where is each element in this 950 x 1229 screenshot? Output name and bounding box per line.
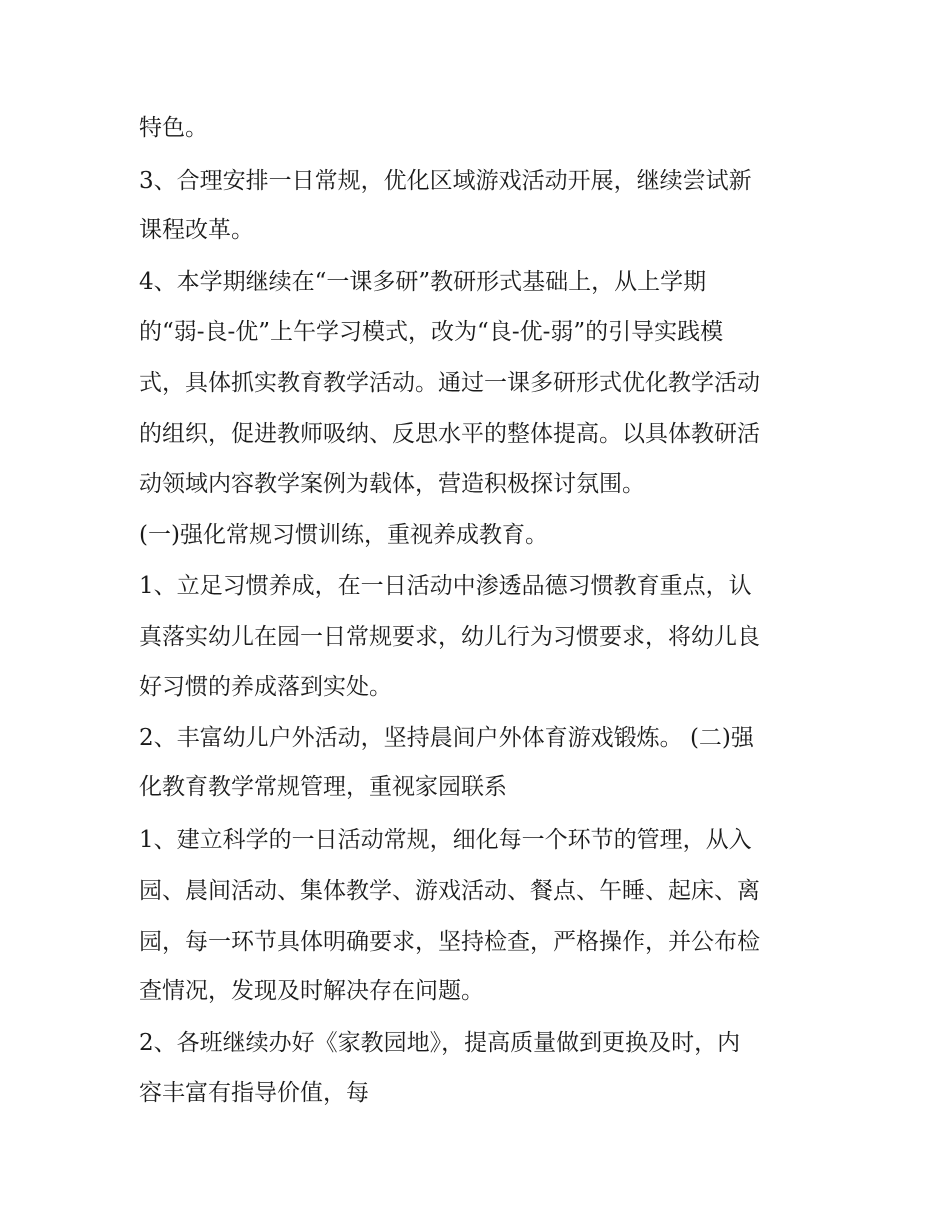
text-line: (一)强化常规习惯训练，重视养成教育。	[139, 522, 548, 548]
text-line: 的组织，促进教师吸纳、反思水平的整体提高。以具体教研活	[139, 421, 760, 447]
text-line: 4、本学期继续在“一课多研”教研形式基础上，从上学期	[139, 269, 707, 295]
text-line: 查情况，发现及时解决存在问题。	[139, 978, 484, 1004]
text-line: 动领域内容教学案例为载体，营造积极探讨氛围。	[139, 471, 645, 497]
text-line: 3、合理安排一日常规，优化区域游戏活动开展，继续尝试新	[139, 168, 752, 194]
text-line: 1、立足习惯养成，在一日活动中渗透品德习惯教育重点，认	[139, 573, 752, 599]
text-line: 容丰富有指导价值，每	[139, 1080, 369, 1106]
text-line: 2、丰富幼儿户外活动，坚持晨间户外体育游戏锻炼。 (二)强	[139, 725, 754, 751]
text-line: 的“弱-良-优”上午学习模式，改为“良-优-弱”的引导实践模	[139, 319, 724, 345]
text-line: 1、建立科学的一日活动常规，细化每一个环节的管理，从入	[139, 827, 752, 853]
text-line: 园，每一环节具体明确要求，坚持检查，严格操作，并公布检	[139, 929, 760, 955]
text-line: 园、晨间活动、集体教学、游戏活动、餐点、午睡、起床、离	[139, 878, 760, 904]
text-line: 式，具体抓实教育教学活动。通过一课多研形式优化教学活动	[139, 370, 760, 396]
text-line: 好习惯的养成落到实处。	[139, 674, 392, 700]
text-line: 2、各班继续办好《家教园地》，提高质量做到更换及时，内	[139, 1030, 741, 1056]
text-line: 化教育教学常规管理，重视家园联系	[139, 774, 507, 800]
text-line: 特色。	[139, 115, 208, 141]
text-line: 课程改革。	[139, 217, 254, 243]
text-line: 真落实幼儿在园一日常规要求，幼儿行为习惯要求，将幼儿良	[139, 624, 760, 650]
